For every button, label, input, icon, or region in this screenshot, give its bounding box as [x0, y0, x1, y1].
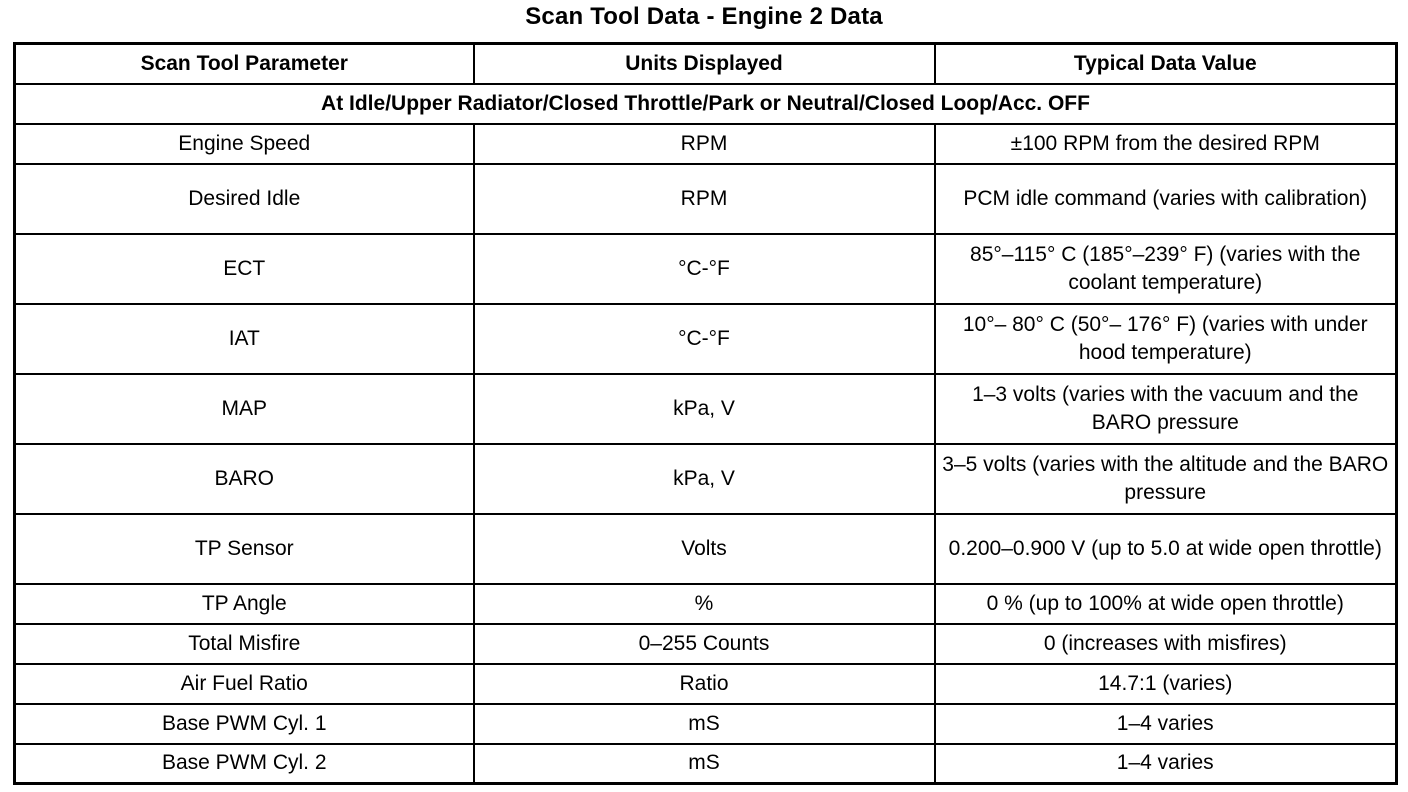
units-cell: kPa, V: [474, 374, 935, 444]
units-cell: °C-°F: [474, 304, 935, 374]
table-row: [15, 624, 1397, 664]
parameter-cell: MAP: [15, 374, 474, 444]
typical-value-cell: PCM idle command (varies with calibration): [935, 164, 1397, 234]
parameter-cell: Base PWM Cyl. 1: [15, 704, 474, 744]
units-cell: RPM: [474, 124, 935, 164]
table-row: [15, 664, 1397, 704]
table-row: [15, 234, 1397, 304]
column-header-typical-value: Typical Data Value: [935, 44, 1397, 84]
typical-value-cell: 1–4 varies: [935, 704, 1397, 744]
section-header: At Idle/Upper Radiator/Closed Throttle/Park or Neutral/Closed Loop/Acc. OFF: [15, 84, 1397, 124]
table-row: [15, 124, 1397, 164]
typical-value-cell: 10°– 80° C (50°– 176° F) (varies with under hood temperature): [935, 304, 1397, 374]
table-row: [15, 304, 1397, 374]
parameter-cell: TP Sensor: [15, 514, 474, 584]
table-header-row: [15, 44, 1397, 84]
page-title: Scan Tool Data - Engine 2 Data: [525, 3, 883, 30]
parameter-cell: Total Misfire: [15, 624, 474, 664]
scan-tool-data-table: [13, 42, 1398, 785]
units-cell: °C-°F: [474, 234, 935, 304]
units-cell: mS: [474, 744, 935, 784]
typical-value-cell: 0.200–0.900 V (up to 5.0 at wide open throttle): [935, 514, 1397, 584]
typical-value-cell: 1–4 varies: [935, 744, 1397, 784]
table-row: [15, 704, 1397, 744]
table-row: [15, 374, 1397, 444]
parameter-cell: Engine Speed: [15, 124, 474, 164]
units-cell: mS: [474, 704, 935, 744]
typical-value-cell: 0 (increases with misfires): [935, 624, 1397, 664]
section-header-row: [15, 84, 1397, 124]
table-row: [15, 164, 1397, 234]
typical-value-cell: 14.7:1 (varies): [935, 664, 1397, 704]
column-header-units: Units Displayed: [474, 44, 935, 84]
table-row: [15, 584, 1397, 624]
parameter-cell: Base PWM Cyl. 2: [15, 744, 474, 784]
table-row: [15, 744, 1397, 784]
column-header-parameter: Scan Tool Parameter: [15, 44, 474, 84]
typical-value-cell: 0 % (up to 100% at wide open throttle): [935, 584, 1397, 624]
typical-value-cell: ±100 RPM from the desired RPM: [935, 124, 1397, 164]
typical-value-cell: 3–5 volts (varies with the altitude and the BARO pressure: [935, 444, 1397, 514]
units-cell: %: [474, 584, 935, 624]
units-cell: Volts: [474, 514, 935, 584]
table-row: [15, 514, 1397, 584]
units-cell: Ratio: [474, 664, 935, 704]
table-row: [15, 444, 1397, 514]
parameter-cell: BARO: [15, 444, 474, 514]
parameter-cell: Desired Idle: [15, 164, 474, 234]
parameter-cell: ECT: [15, 234, 474, 304]
parameter-cell: Air Fuel Ratio: [15, 664, 474, 704]
parameter-cell: TP Angle: [15, 584, 474, 624]
units-cell: RPM: [474, 164, 935, 234]
typical-value-cell: 1–3 volts (varies with the vacuum and the BARO pressure: [935, 374, 1397, 444]
units-cell: kPa, V: [474, 444, 935, 514]
units-cell: 0–255 Counts: [474, 624, 935, 664]
typical-value-cell: 85°–115° C (185°–239° F) (varies with the coolant temperature): [935, 234, 1397, 304]
parameter-cell: IAT: [15, 304, 474, 374]
